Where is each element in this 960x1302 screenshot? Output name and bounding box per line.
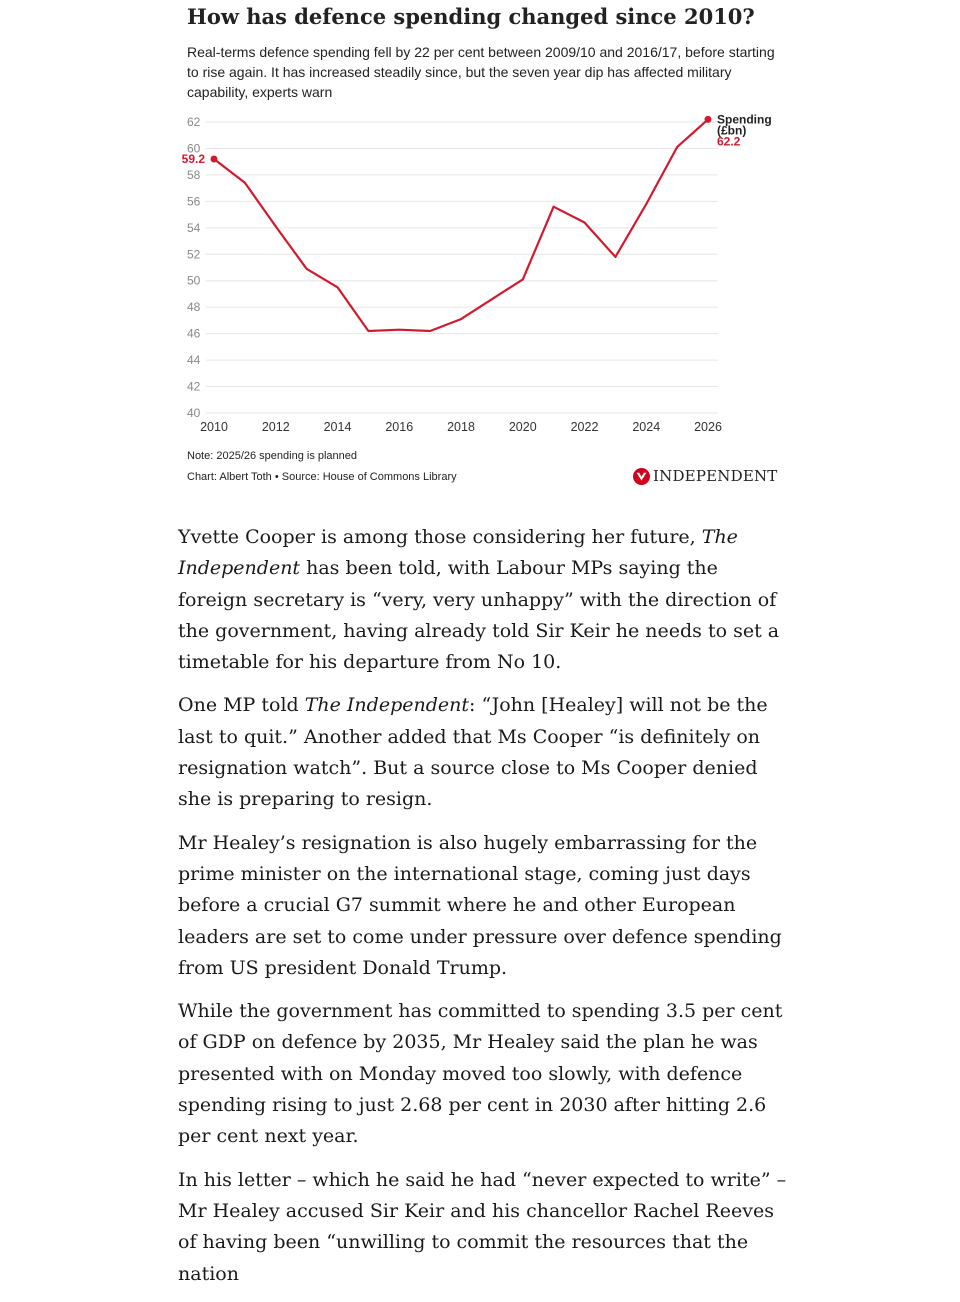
article-paragraph	[178, 690, 788, 815]
y-tick-label: 48	[187, 300, 201, 315]
defence-spending-line-chart	[178, 105, 788, 440]
y-tick-label: 42	[187, 379, 201, 394]
y-tick-label: 52	[187, 247, 201, 262]
chart-title: How has defence spending changed since 2010?	[187, 4, 755, 29]
paragraph-text: : “John [Healey] will not be the last to quit.” Another added that Ms Cooper “is definitely on resignation watch”. But a source close to Ms Cooper denied she is preparing to resign.	[178, 694, 768, 811]
series-name-label: (£bn)	[717, 123, 747, 138]
y-tick-label: 58	[187, 167, 201, 182]
x-tick-label: 2026	[694, 420, 722, 434]
chart-subtitle: Real-terms defence spending fell by 22 per cent between 2009/10 and 2016/17, before starting to rise again. It has increased steadily since, but the seven year dip has affected military capability, experts warn	[187, 44, 775, 100]
paragraph-text: While the government has committed to spending 3.5 per cent of GDP on defence by 2035, Mr Healey said the plan he was presented with on Monday moved too slowly, with defence spending rising to just 2.68 per cent in 2030 after hitting 2.6 per cent next year.	[178, 1000, 783, 1148]
independent-wordmark: INDEPENDENT	[653, 467, 778, 485]
end-value-label: 62.2	[717, 134, 741, 149]
x-tick-label: 2018	[447, 420, 475, 434]
paragraph-text: has been told, with Labour MPs saying the foreign secretary is “very, very unhappy” with the direction of the government, having already told Sir Keir he needs to set a timetable for his departure from No 10.	[178, 557, 780, 674]
y-tick-label: 40	[187, 406, 201, 420]
x-tick-label: 2020	[508, 420, 537, 434]
x-tick-label: 2012	[261, 420, 290, 434]
series-name-label: Spending	[717, 112, 772, 127]
start-value-label: 59.2	[181, 152, 205, 167]
x-tick-label: 2022	[570, 420, 599, 434]
y-tick-label: 46	[187, 326, 201, 341]
x-tick-label: 2024	[632, 420, 661, 434]
y-tick-label: 54	[187, 220, 201, 235]
y-tick-label: 62	[187, 115, 201, 129]
independent-eagle-icon	[633, 468, 650, 485]
chart-figure	[178, 0, 788, 500]
article-paragraph	[178, 522, 788, 678]
article-body	[178, 522, 788, 1302]
paragraph-text: Yvette Cooper is among those considering her future,	[178, 526, 702, 548]
publication-name: The Independent	[304, 694, 469, 717]
paragraph-text: Mr Healey’s resignation is also hugely embarrassing for the prime minister on the international stage, coming just days before a crucial G7 summit where he and other European leaders are set to come under pressure over defence spending from US president Donald Trump.	[178, 831, 782, 979]
chart-note: Note: 2025/26 spending is planned	[187, 450, 358, 462]
x-tick-label: 2016	[385, 420, 414, 434]
y-tick-label: 60	[187, 141, 201, 156]
paragraph-text: One MP told	[178, 694, 305, 717]
article-paragraph	[178, 828, 788, 984]
spending-point	[705, 116, 712, 123]
paragraph-text: In his letter – which he said he had “never expected to write” – Mr Healey accused Sir Keir and his chancellor Rachel Reeves of having been “unwilling to commit the resources that the nation	[178, 1168, 787, 1285]
x-tick-label: 2014	[323, 420, 352, 434]
publication-name: The Independent	[178, 526, 738, 580]
spending-point	[211, 156, 218, 163]
y-tick-label: 50	[187, 273, 201, 288]
chart-credit: Chart: Albert Toth • Source: House of Commons Library	[187, 471, 457, 483]
y-tick-label: 44	[187, 353, 201, 368]
article-paragraph	[178, 996, 788, 1152]
y-tick-label: 56	[187, 194, 201, 209]
x-tick-label: 2010	[200, 420, 228, 434]
article-paragraph	[178, 1165, 788, 1290]
independent-logo[interactable]	[633, 467, 778, 485]
spending-line	[214, 119, 708, 331]
